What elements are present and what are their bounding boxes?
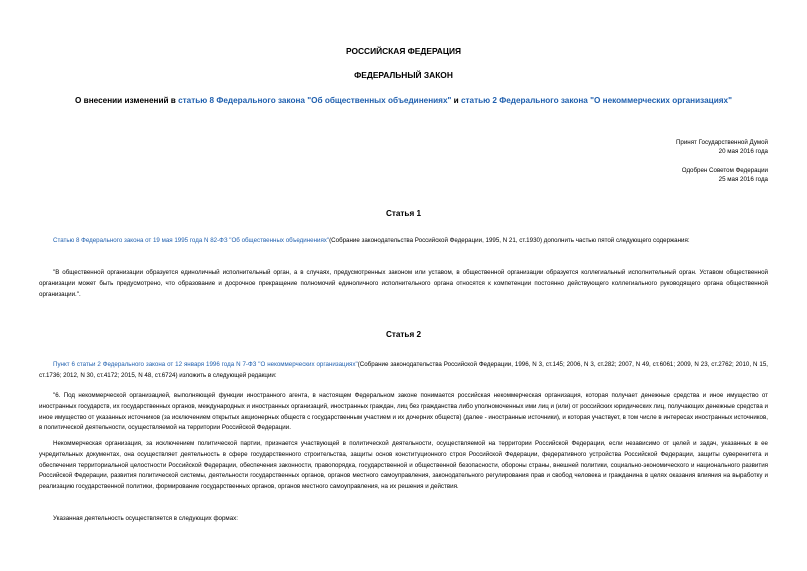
article1-quote: "В общественной организации образуется единоличный исполнительный орган, а в случаях, предусмотренных законом или уставом, в общественной организации образуется коллегиальный исполнительный орган. Уставом общественной организации может быть предусмотрено, что образование и досрочное прекращение полномочий единоличного исполнительного органа относятся к компетенции постоянно действующего коллегиального руководящего органа общественной организации.". [39,269,768,298]
article2-paragraph-3: Указанная деятельность осуществляется в следующих формах: [53,515,238,522]
article2-paragraph-2: Некоммерческая организация, за исключением политической партии, признается участвующей в политической деятельности, осуществляемой на территории Российской Федерации, если независимо от целей и задач, указанных в ее учредительных документах, она осуществляет деятельность в сфере государственного строительства, защиты основ конституционного строя Российской Федерации, федеративного устройства Российской Федерации, защиты суверенитета и обеспечения территориальной целостности Российской Федерации, обеспечения законности, правопорядка, государственной и общественной безопасности, обороны страны, внешней политики, социально-экономического и национального развития Российской Федерации, развития политической системы, деятельности государственных органов, органов местного самоуправления, законодательного регулирования прав и свобод человека и гражданина в целях оказания влияния на выработку и реализацию государственной политики, формирование государственных органов, органов местного самоуправления, на их решения и действия. [39,440,768,491]
article2-link[interactable]: статью 2 Федерального закона "О некоммерческих организациях" [460,96,732,105]
law-title-mid: и [451,96,461,105]
accepted-date: 20 мая 2016 года [718,148,768,155]
article2-intro [39,360,768,382]
article2-intro-rest: (Собрание законодательства Российской Федерации, 1996, N 3, ст.145; 2006, N 3, ст.282; 2007, N 49, ст.6061; 2009, N 23, ст.2762; 2010, N 15, ст.1736; 2012, N 30, ст.4172; 2015, N 48, ст.6724) изложить в следующей редакции: [39,361,768,379]
approved-label: Одобрен Советом Федерации [681,167,768,174]
article2-paragraph-1: "6. Под некоммерческой организацией, выполняющей функции иностранного агента, в настоящем Федеральном законе понимается российская некоммерческая организация, которая получает денежные средства и иное имущество от иностранных государств, их государственных органов, международных и иностранных организаций, иностранных граждан, лиц без гражданства либо уполномоченных ими лиц и (или) от российских юридических лиц, получающих денежные средства и иное имущество от указанных источников (за исключением открытых акционерных обществ с государственным участием и их дочерних обществ) (далее - иностранные источники), и которая участвует, в том числе в интересах иностранных источников, в политической деятельности, осуществляемой на территории Российской Федерации. [39,392,768,432]
article1-heading: Статья 1 [385,209,422,218]
accepted-label: Принят Государственной Думой [675,139,768,146]
article1-law-link[interactable]: Статью 8 Федерального закона от 19 мая 1995 года N 82-ФЗ "Об общественных объединениях" [53,237,330,244]
article8-link[interactable]: статью 8 Федерального закона "Об общественных объединениях" [178,96,452,105]
law-type-title: ФЕДЕРАЛЬНЫЙ ЗАКОН [354,70,453,80]
article1-intro [39,236,768,247]
adoption-council [682,166,768,184]
law-title [0,96,807,105]
adoption-duma [676,138,768,156]
law-title-prefix: О внесении изменений в [75,96,179,105]
article2-law-link[interactable]: Пункт 6 статьи 2 Федерального закона от 12 января 1996 года N 7-ФЗ "О некоммерческих организациях" [53,361,358,368]
article1-intro-rest: (Собрание законодательства Российской Федерации, 1995, N 21, ст.1930) дополнить частью пятой следующего содержания: [329,237,690,244]
country-title: РОССИЙСКАЯ ФЕДЕРАЦИЯ [345,46,462,56]
article2-heading: Статья 2 [385,330,422,339]
approved-date: 25 мая 2016 года [718,176,768,183]
